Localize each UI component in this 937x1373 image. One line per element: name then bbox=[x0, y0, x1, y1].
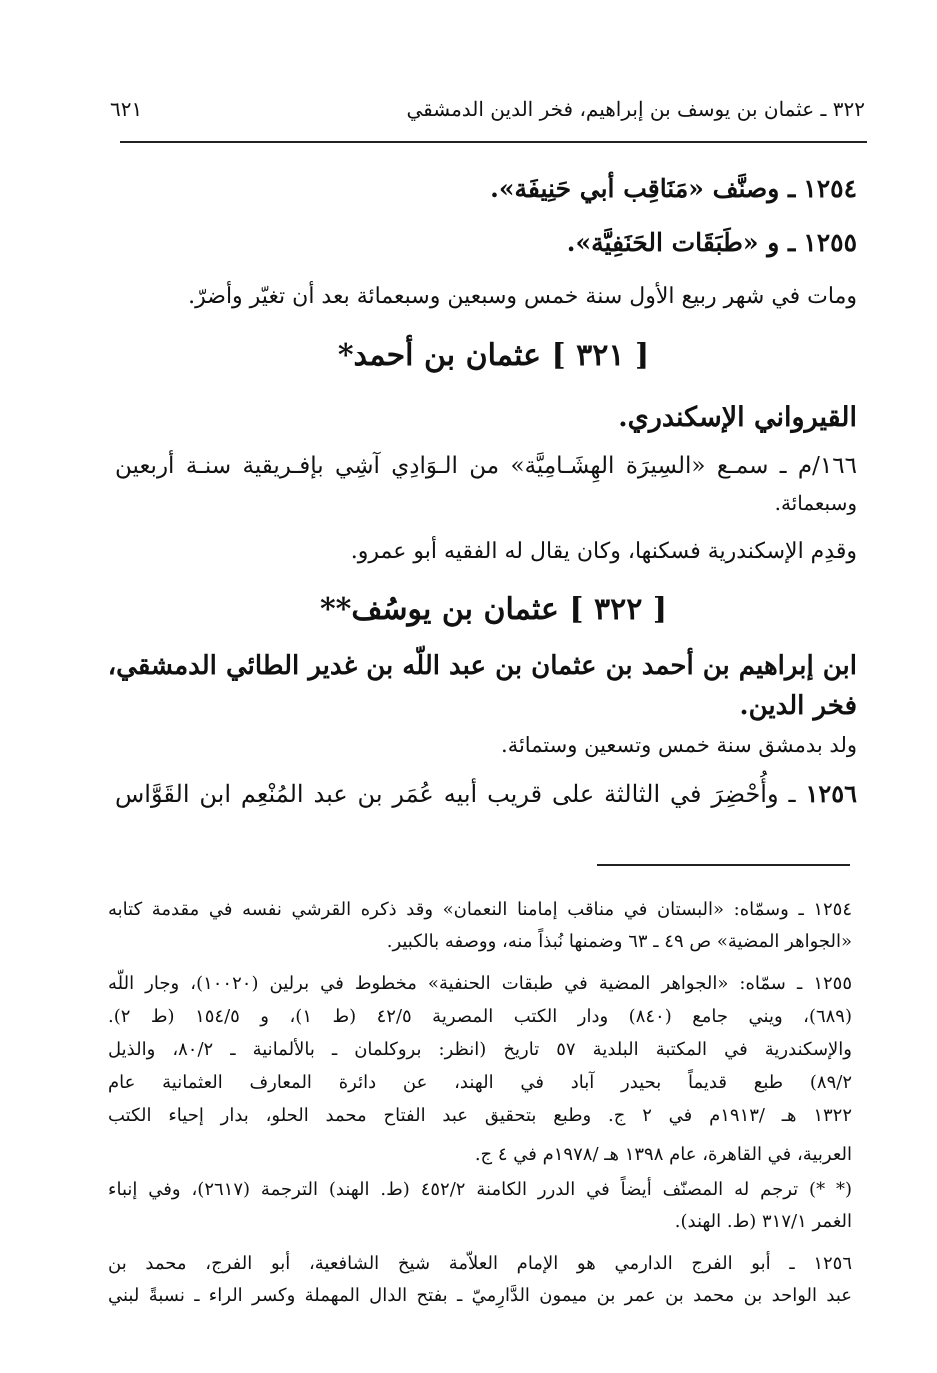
footnote-line: ١٣٢٢ هـ /١٩١٣م في ٢ ج. وطبع بتحقيق عبد الفتاح محمد الحلو، بدار إحياء الكتب bbox=[108, 1105, 853, 1126]
footnote-line: الغمر ٣١٧/١ (ط. الهند). bbox=[674, 1211, 852, 1232]
page-header bbox=[110, 92, 865, 126]
footnote-line: (* *) ترجم له المصنّف أيضاً في الدرر الكامنة ٤٥٢/٢ (ط. الهند) الترجمة (٢٦١٧)، وفي إنباء bbox=[108, 1179, 852, 1200]
item-number: ١٢٥٤ bbox=[803, 174, 857, 203]
footnote-line: ١٢٥٤ ـ وسمّاه: «البستان في مناقب إمامنا النعمان» وقد ذكره القرشي نفسه في مقدمة كتابه bbox=[108, 899, 852, 920]
footnote-line: ١٢٥٦ ـ أبو الفرج الدارمي هو الإمام العلاّمة شيخ الشافعية، أبو الفرج، محمد بن bbox=[108, 1253, 852, 1274]
death-line: ومات في شهر ربيع الأول سنة خمس وسبعين وسبعمائة بعد أن تغيّر وأضرّ. bbox=[188, 284, 857, 309]
running-title: ٣٢٢ ـ عثمان بن يوسف بن إبراهيم، فخر الدين الدمشقي bbox=[406, 97, 865, 121]
footnote-line: العربية، في القاهرة، عام ١٣٩٨ هـ /١٩٧٨م في ٤ ج. bbox=[474, 1144, 852, 1165]
footnote-line: والإسكندرية في المكتبة البلدية ٥٧ تاريخ (انظر: بروكلمان ـ بالألمانية ـ ٨٠/٢، والذيل bbox=[108, 1039, 852, 1060]
page-number: ٦٢١ bbox=[110, 97, 143, 121]
footnote-line: عبد الواحد بن محمد بن عمر بن ميمون الدَّارِميّ ـ بفتح الدال المهملة وكسر الراء ـ نسبةً لبني bbox=[108, 1285, 852, 1306]
m166-line-2: وسبعمائة. bbox=[774, 491, 857, 515]
item-text: ـ وصنَّف «مَنَاقِب أبي حَنِيفَة». bbox=[490, 174, 796, 203]
entry-heading-322: [ ٣٢٢ ] عثمان بن يوسُف** bbox=[319, 592, 668, 627]
footnote-divider bbox=[597, 864, 850, 866]
lineage-line-1: ابن إبراهيم بن أحمد بن عثمان بن عبد اللّه بن غدير الطائي الدمشقي، bbox=[107, 651, 857, 681]
header-divider bbox=[120, 141, 867, 143]
footnote-line: ٨٩/٢) طبع قديماً بحيدر آباد في الهند، عن دائرة المعارف العثمانية عام bbox=[108, 1072, 852, 1093]
item-1254 bbox=[490, 173, 857, 206]
m166-line-1: ١٦٦/م ـ سمـع «السِيرَة الهِشَـامِيَّة» من الـوَادِي آشِي بإفـريقية سنـة أربعين bbox=[115, 453, 857, 479]
birth-line: ولد بدمشق سنة خمس وتسعين وستمائة. bbox=[501, 733, 857, 757]
item-number: ١٢٥٦ bbox=[805, 779, 857, 808]
entry-heading-321: [ ٣٢١ ] عثمان بن أحمد* bbox=[337, 338, 650, 373]
footnote-line: ١٢٥٥ ـ سمّاه: «الجواهر المضية في طبقات الحنفية» مخطوط في برلين (١٠٠٢٠)، وجار اللّه bbox=[108, 973, 852, 994]
item-1256 bbox=[115, 778, 857, 810]
lineage-line-2: فخر الدين. bbox=[739, 691, 857, 721]
item-number: ١٢٥٥ bbox=[803, 228, 857, 257]
footnote-line: (٦٨٩)، ويني جامع (٨٤٠) ودار الكتب المصرية ٤٢/٥ (ط ١)، و ١٥٤/٥ (ط ٢). bbox=[108, 1006, 853, 1027]
item-text: ـ و «طَبَقَات الحَنَفِيَّة». bbox=[566, 228, 796, 257]
alexandria-line: وقدِم الإسكندرية فسكنها، وكان يقال له الفقيه أبو عمرو. bbox=[350, 539, 857, 564]
item-text: ـ وأُحْضِرَ في الثالثة على قريب أبيه عُمَر بن عبد المُنْعِم ابن القَوَّاس bbox=[115, 780, 796, 808]
nisba-321: القيرواني الإسكندري. bbox=[618, 402, 857, 433]
item-1255 bbox=[567, 227, 857, 260]
footnote-line: «الجواهر المضية» ص ٤٩ ـ ٦٣ وضمنها نُبذاً منه، ووصفه بالكبير. bbox=[386, 931, 852, 952]
